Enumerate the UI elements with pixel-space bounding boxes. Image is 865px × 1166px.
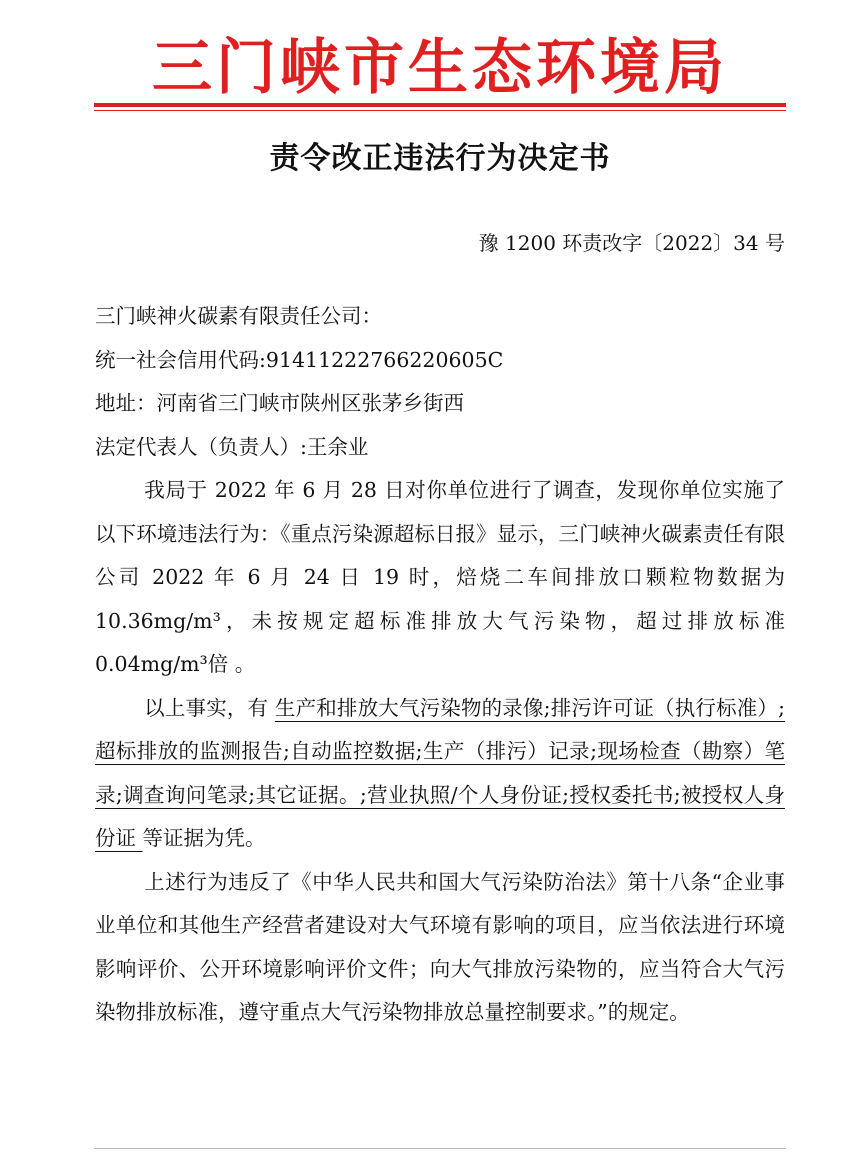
recipient-credit-code: 统一社会信用代码:91411222766220605C xyxy=(95,347,504,372)
evidence-list: 生产和排放大气污染物的录像;排污许可证（执行标准）;超标排放的监测报告;自动监控数据;生产（排污）记录;现场检查（勘察）笔录;调查询问笔录;其它证据。;营业执照/个人身份证;授权委托书;被授权人身份证 xyxy=(95,695,785,850)
document-number: 豫 1200 环责改字〔2022〕34 号 xyxy=(478,231,785,255)
letterhead-red-rule xyxy=(94,103,786,107)
agency-letterhead-title: 三门峡市生态环境局 xyxy=(152,33,728,103)
document-body xyxy=(95,295,785,1035)
recipient-legal-representative: 法定代表人（负责人）:王余业 xyxy=(95,434,369,459)
evidence-suffix: 等证据为凭。 xyxy=(142,826,266,850)
investigation-paragraph: 我局于 2022 年 6 月 28 日对你单位进行了调查，发现你单位实施了以下环境违法行为：《重点污染源超标日报》显示，三门峡神火碳素责任有限公司 2022 年 6 月 24 日 19 时，焙烧二车间排放口颗粒物数据为 10.36mg/m³，未按规定超标准排放大气污染物，超过排放标准 0.04mg/m³倍 。 xyxy=(95,478,785,676)
page-bottom-rule xyxy=(94,1148,786,1149)
document-title: 责令改正违法行为决定书 xyxy=(269,141,611,176)
evidence-paragraph xyxy=(95,687,785,861)
evidence-prefix: 以上事实，有 xyxy=(144,695,275,720)
recipient-address: 地址：河南省三门峡市陕州区张茅乡街西 xyxy=(95,391,464,415)
letterhead-red-rule-thin xyxy=(94,110,786,111)
violation-paragraph: 上述行为违反了《中华人民共和国大气污染防治法》第十八条“企业事业单位和其他生产经营者建设对大气环境有影响的项目，应当依法进行环境影响评价、公开环境影响评价文件；向大气排放污染物的，应当符合大气污染物排放标准，遵守重点大气污染物排放总量控制要求。”的规定。 xyxy=(95,869,785,1024)
recipient-name: 三门峡神火碳素有限责任公司： xyxy=(95,304,382,328)
